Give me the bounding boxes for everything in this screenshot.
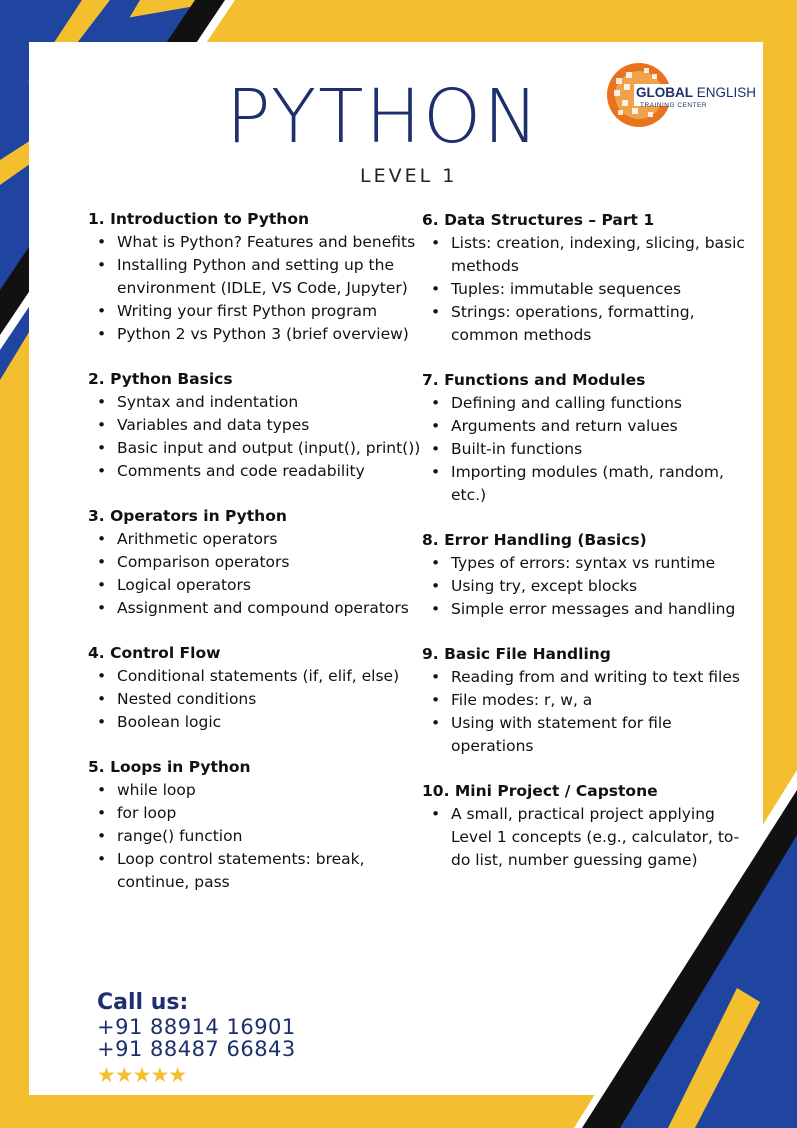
- page-title: PYTHON: [226, 74, 541, 160]
- list-item: • Writing your first Python program: [117, 300, 422, 323]
- list-item: • Tuples: immutable sequences: [451, 278, 751, 301]
- section-introduction: [88, 208, 428, 346]
- right-column: [422, 209, 762, 894]
- global-english-logo: [606, 58, 766, 134]
- left-column: [88, 208, 428, 916]
- list-item: • Arguments and return values: [451, 415, 751, 438]
- list-item: • A small, practical project applying Level 1 concepts (e.g., calculator, to-do list, number guessing game): [451, 803, 751, 872]
- section-title: 4. Control Flow: [88, 644, 221, 662]
- list-item: • Loop control statements: break, continue, pass: [117, 848, 422, 894]
- list-item: • Conditional statements (if, elif, else): [117, 665, 422, 688]
- section-data-structures: [422, 209, 762, 347]
- list-item: • Types of errors: syntax vs runtime: [451, 552, 751, 575]
- logo-name-light: ENGLISH: [693, 85, 757, 100]
- list-item: • Simple error messages and handling: [451, 598, 751, 621]
- logo-tagline: TRAINING CENTER: [640, 102, 708, 109]
- rating-stars-icon: ★★★★★: [97, 1063, 187, 1087]
- list-item: • Importing modules (math, random, etc.): [451, 461, 751, 507]
- list-item: • Boolean logic: [117, 711, 422, 734]
- section-mini-project: [422, 780, 762, 872]
- section-title: 7. Functions and Modules: [422, 371, 646, 389]
- logo-name-bold: GLOBAL: [636, 85, 693, 100]
- section-error-handling: [422, 529, 762, 621]
- list-item: • Using with statement for file operations: [451, 712, 751, 758]
- section-operators: [88, 505, 428, 620]
- list-item: • while loop: [117, 779, 422, 802]
- section-title: 8. Error Handling (Basics): [422, 531, 647, 549]
- list-item: • Logical operators: [117, 574, 422, 597]
- list-item: • Using try, except blocks: [451, 575, 751, 598]
- list-item: • What is Python? Features and benefits: [117, 231, 422, 254]
- section-loops: [88, 756, 428, 894]
- section-python-basics: [88, 368, 428, 483]
- logo-name: [636, 85, 756, 100]
- section-title: 3. Operators in Python: [88, 507, 287, 525]
- section-control-flow: [88, 642, 428, 734]
- section-title: 5. Loops in Python: [88, 758, 251, 776]
- list-item: • Reading from and writing to text files: [451, 666, 751, 689]
- list-item: • range() function: [117, 825, 422, 848]
- list-item: • File modes: r, w, a: [451, 689, 751, 712]
- list-item: • Comparison operators: [117, 551, 422, 574]
- list-item: • Strings: operations, formatting, common methods: [451, 301, 751, 347]
- list-item: • Python 2 vs Python 3 (brief overview): [117, 323, 422, 346]
- section-file-handling: [422, 643, 762, 758]
- list-item: • Comments and code readability: [117, 460, 422, 483]
- section-title: 1. Introduction to Python: [88, 210, 310, 228]
- list-item: • Lists: creation, indexing, slicing, basic methods: [451, 232, 751, 278]
- list-item: • Basic input and output (input(), print()): [117, 437, 422, 460]
- list-item: • Arithmetic operators: [117, 528, 422, 551]
- list-item: • Nested conditions: [117, 688, 422, 711]
- section-title: 9. Basic File Handling: [422, 645, 611, 663]
- section-title: 6. Data Structures – Part 1: [422, 211, 655, 229]
- section-title: 10. Mini Project / Capstone: [422, 782, 658, 800]
- list-item: • Installing Python and setting up the environment (IDLE, VS Code, Jupyter): [117, 254, 422, 300]
- page-subtitle: LEVEL 1: [360, 165, 458, 187]
- list-item: • Variables and data types: [117, 414, 422, 437]
- phone-number-1[interactable]: +91 88914 16901: [97, 1015, 296, 1039]
- contact-block: [97, 990, 296, 1088]
- list-item: • Syntax and indentation: [117, 391, 422, 414]
- list-item: • Defining and calling functions: [451, 392, 751, 415]
- section-title: 2. Python Basics: [88, 370, 233, 388]
- section-functions-modules: [422, 369, 762, 507]
- list-item: • for loop: [117, 802, 422, 825]
- list-item: • Assignment and compound operators: [117, 597, 422, 620]
- list-item: • Built-in functions: [451, 438, 751, 461]
- call-us-label: Call us:: [97, 990, 189, 1015]
- phone-number-2[interactable]: +91 88487 66843: [97, 1037, 296, 1061]
